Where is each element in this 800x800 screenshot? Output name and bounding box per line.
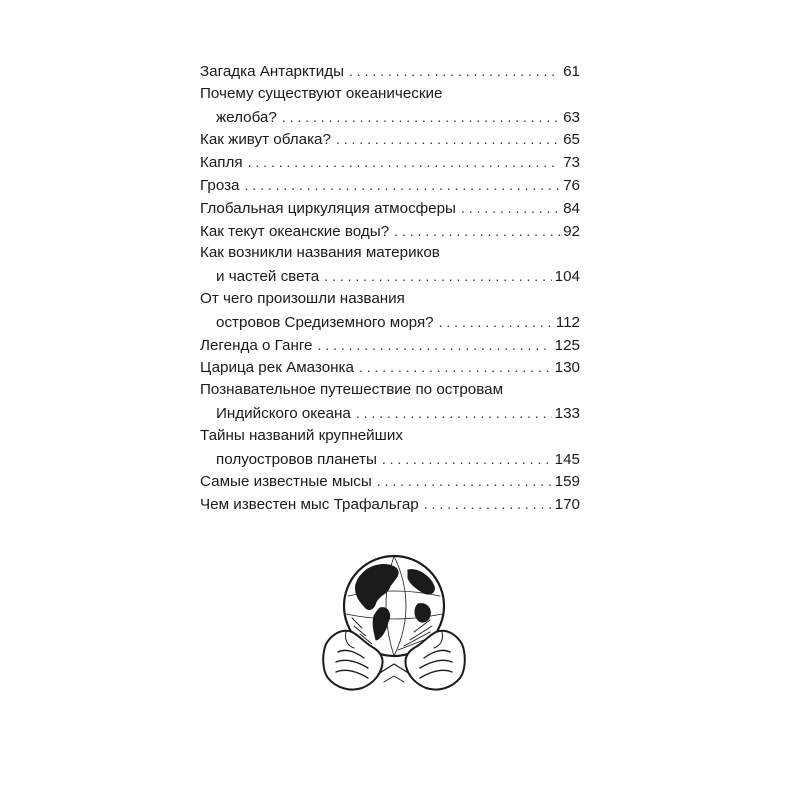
dot-leader: [349, 60, 560, 83]
toc-entry: [200, 197, 580, 220]
toc-entry: [200, 60, 580, 83]
toc-entry: [200, 242, 580, 288]
toc-entry-line: [200, 470, 580, 493]
toc-page-number: 65: [563, 131, 580, 149]
toc-entry: [200, 220, 580, 243]
dot-leader: [382, 448, 552, 471]
globe-in-hands-icon: [318, 548, 470, 700]
toc-page-number: 104: [554, 268, 580, 286]
toc-entry-line: [200, 379, 580, 402]
toc-entry-title: Глобальная циркуляция атмосферы: [200, 199, 456, 217]
dot-leader: [248, 151, 560, 174]
toc-entry-title: Самые известные мысы: [200, 473, 372, 491]
toc-entry-line: [200, 402, 580, 425]
toc-entry-line: [200, 265, 580, 288]
toc-page-number: 145: [554, 450, 580, 468]
dot-leader: [324, 265, 551, 288]
toc-entry: [200, 425, 580, 471]
toc-page-number: 61: [563, 63, 580, 80]
toc-page-number: 170: [554, 496, 580, 514]
toc-entry-title: Капля: [200, 154, 243, 172]
toc-page-number: 84: [563, 199, 580, 217]
toc-entry-title: Загадка Антарктиды: [200, 63, 345, 80]
toc-page-number: 112: [555, 313, 580, 331]
dot-leader: [377, 470, 552, 493]
toc-entry-line: [200, 60, 580, 83]
toc-page-number: 159: [554, 473, 580, 491]
toc-entry: [200, 288, 580, 334]
dot-leader: [282, 106, 560, 129]
toc-page-number: 130: [554, 359, 580, 377]
toc-entry-line: [200, 356, 580, 379]
dot-leader: [424, 493, 552, 516]
toc-entry-title: Гроза: [200, 176, 240, 194]
dot-leader: [461, 197, 560, 220]
toc-entry-title: Как текут океанские воды?: [200, 222, 390, 240]
toc-entry-line: [200, 174, 580, 197]
toc-entry-title: желоба?: [216, 108, 277, 126]
toc-entry-title: Царица рек Амазонка: [200, 359, 354, 377]
dot-leader: [336, 128, 560, 151]
toc-page-number: 92: [563, 222, 580, 240]
toc-entry-line: [200, 288, 580, 311]
toc-entry-title: Легенда о Ганге: [200, 336, 313, 354]
toc-entry-line: [200, 220, 580, 243]
toc-entry-line: [200, 311, 580, 334]
toc-entry-title: Познавательное путешествие по островам: [200, 381, 504, 399]
toc-entry-title: Почему существуют океанические: [200, 84, 443, 102]
toc-entry-title: Тайны названий крупнейших: [200, 426, 403, 444]
toc-page-number: 133: [554, 404, 580, 422]
toc-entry-title: полуостровов планеты: [216, 450, 377, 468]
toc-entry-line: [200, 334, 580, 357]
toc-entry-line: [200, 83, 580, 106]
toc-entry-line: [200, 106, 580, 129]
toc-entry: [200, 174, 580, 197]
toc-entry-title: и частей света: [216, 268, 320, 286]
dot-leader: [245, 174, 561, 197]
dot-leader: [439, 311, 553, 334]
dot-leader: [318, 334, 552, 357]
toc-entry: [200, 83, 580, 129]
table-of-contents: [200, 60, 580, 516]
toc-entry-title: Как возникли названия материков: [200, 244, 440, 262]
toc-page-number: 125: [554, 336, 580, 354]
toc-entry: [200, 470, 580, 493]
toc-entry-line: [200, 128, 580, 151]
dot-leader: [394, 220, 560, 243]
toc-entry-title: островов Средиземного моря?: [216, 313, 434, 331]
dot-leader: [359, 356, 552, 379]
toc-entry-line: [200, 448, 580, 471]
toc-entry: [200, 356, 580, 379]
toc-entry-title: Как живут облака?: [200, 131, 331, 149]
toc-entry: [200, 379, 580, 425]
toc-page-number: 63: [563, 108, 580, 126]
toc-entry: [200, 128, 580, 151]
toc-page-number: 76: [563, 176, 580, 194]
toc-entry-title: Чем известен мыс Трафальгар: [200, 496, 419, 514]
toc-entry-line: [200, 493, 580, 516]
toc-entry-line: [200, 197, 580, 220]
toc-entry: [200, 151, 580, 174]
toc-entry: [200, 334, 580, 357]
toc-entry-line: [200, 151, 580, 174]
toc-entry: [200, 493, 580, 516]
toc-entry-line: [200, 425, 580, 448]
toc-page-number: 73: [563, 154, 580, 172]
toc-entry-title: Индийского океана: [216, 404, 351, 422]
dot-leader: [356, 402, 552, 425]
toc-entry-line: [200, 242, 580, 265]
toc-entry-title: От чего произошли названия: [200, 289, 405, 307]
